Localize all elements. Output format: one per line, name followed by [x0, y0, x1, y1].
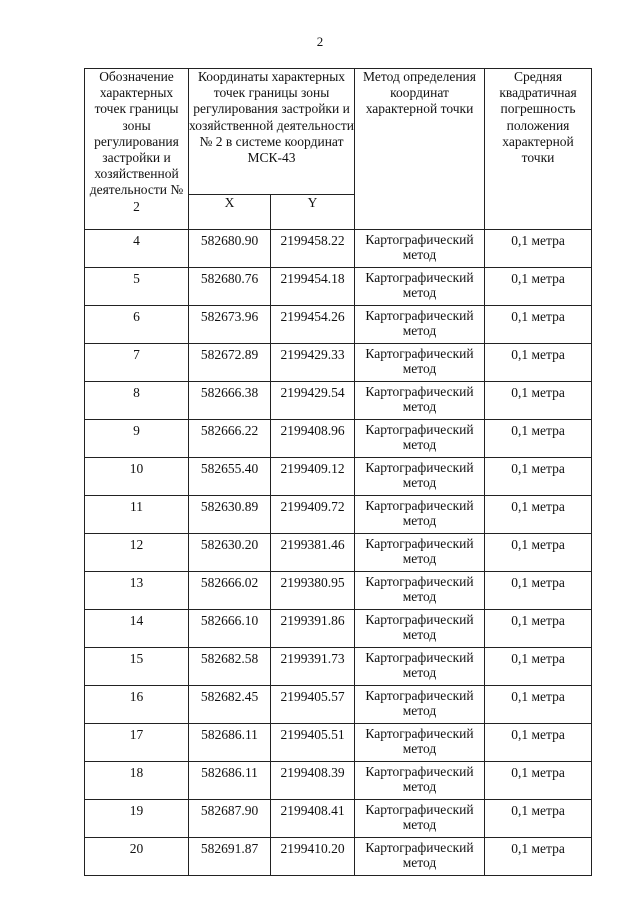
x-coordinate-cell: 582630.20 — [189, 534, 271, 572]
x-coordinate-cell: 582687.90 — [189, 800, 271, 838]
y-coordinate-cell: 2199405.57 — [271, 686, 355, 724]
x-coordinate-cell: 582686.11 — [189, 724, 271, 762]
method-cell: Картографический метод — [355, 344, 485, 382]
point-number-cell: 20 — [85, 838, 189, 876]
table-row — [85, 420, 592, 458]
point-number-cell: 14 — [85, 610, 189, 648]
y-coordinate-cell: 2199380.95 — [271, 572, 355, 610]
method-cell: Картографический метод — [355, 230, 485, 268]
header-coordinates: Координаты характерных точек границы зоны регулирования застройки и хозяйственной деятельности № 2 в системе координат МСК-43 — [189, 69, 355, 195]
error-cell: 0,1 метра — [485, 572, 592, 610]
error-cell: 0,1 метра — [485, 686, 592, 724]
table-row — [85, 306, 592, 344]
x-coordinate-cell: 582666.10 — [189, 610, 271, 648]
table-row — [85, 382, 592, 420]
x-coordinate-cell: 582666.02 — [189, 572, 271, 610]
table-row — [85, 686, 592, 724]
table-row — [85, 344, 592, 382]
error-cell: 0,1 метра — [485, 610, 592, 648]
header-x: X — [189, 195, 271, 230]
method-cell: Картографический метод — [355, 306, 485, 344]
table-row — [85, 268, 592, 306]
point-number-cell: 13 — [85, 572, 189, 610]
method-cell: Картографический метод — [355, 496, 485, 534]
point-number-cell: 18 — [85, 762, 189, 800]
y-coordinate-cell: 2199458.22 — [271, 230, 355, 268]
y-coordinate-cell: 2199409.72 — [271, 496, 355, 534]
error-cell: 0,1 метра — [485, 496, 592, 534]
point-number-cell: 15 — [85, 648, 189, 686]
error-cell: 0,1 метра — [485, 382, 592, 420]
x-coordinate-cell: 582666.22 — [189, 420, 271, 458]
error-cell: 0,1 метра — [485, 268, 592, 306]
y-coordinate-cell: 2199429.54 — [271, 382, 355, 420]
method-cell: Картографический метод — [355, 648, 485, 686]
x-coordinate-cell: 582680.76 — [189, 268, 271, 306]
method-cell: Картографический метод — [355, 420, 485, 458]
x-coordinate-cell: 582666.38 — [189, 382, 271, 420]
error-cell: 0,1 метра — [485, 458, 592, 496]
error-cell: 0,1 метра — [485, 838, 592, 876]
y-coordinate-cell: 2199454.18 — [271, 268, 355, 306]
method-cell: Картографический метод — [355, 762, 485, 800]
y-coordinate-cell: 2199408.39 — [271, 762, 355, 800]
header-method: Метод определения координат характерной точки — [355, 69, 485, 230]
table-row — [85, 648, 592, 686]
y-coordinate-cell: 2199409.12 — [271, 458, 355, 496]
table-row — [85, 724, 592, 762]
x-coordinate-cell: 582682.58 — [189, 648, 271, 686]
header-y: Y — [271, 195, 355, 230]
page-number: 2 — [316, 34, 324, 49]
header-error: Средняя квадратичная погрешность положения характерной точки — [485, 69, 592, 230]
x-coordinate-cell: 582630.89 — [189, 496, 271, 534]
header-designation: Обозначение характерных точек границы зоны регулирования застройки и хозяйственной деятельности № 2 — [85, 69, 189, 230]
table-row — [85, 610, 592, 648]
table-row — [85, 534, 592, 572]
x-coordinate-cell: 582673.96 — [189, 306, 271, 344]
point-number-cell: 12 — [85, 534, 189, 572]
point-number-cell: 9 — [85, 420, 189, 458]
x-coordinate-cell: 582680.90 — [189, 230, 271, 268]
table-row — [85, 838, 592, 876]
y-coordinate-cell: 2199410.20 — [271, 838, 355, 876]
error-cell: 0,1 метра — [485, 230, 592, 268]
y-coordinate-cell: 2199391.86 — [271, 610, 355, 648]
coordinates-table — [84, 68, 592, 876]
error-cell: 0,1 метра — [485, 762, 592, 800]
method-cell: Картографический метод — [355, 724, 485, 762]
method-cell: Картографический метод — [355, 800, 485, 838]
method-cell: Картографический метод — [355, 572, 485, 610]
error-cell: 0,1 метра — [485, 534, 592, 572]
method-cell: Картографический метод — [355, 458, 485, 496]
y-coordinate-cell: 2199381.46 — [271, 534, 355, 572]
x-coordinate-cell: 582686.11 — [189, 762, 271, 800]
point-number-cell: 19 — [85, 800, 189, 838]
error-cell: 0,1 метра — [485, 800, 592, 838]
point-number-cell: 8 — [85, 382, 189, 420]
point-number-cell: 6 — [85, 306, 189, 344]
error-cell: 0,1 метра — [485, 420, 592, 458]
table-header-row — [85, 69, 592, 195]
point-number-cell: 7 — [85, 344, 189, 382]
y-coordinate-cell: 2199454.26 — [271, 306, 355, 344]
method-cell: Картографический метод — [355, 268, 485, 306]
error-cell: 0,1 метра — [485, 724, 592, 762]
x-coordinate-cell: 582655.40 — [189, 458, 271, 496]
error-cell: 0,1 метра — [485, 648, 592, 686]
table-row — [85, 762, 592, 800]
y-coordinate-cell: 2199405.51 — [271, 724, 355, 762]
x-coordinate-cell: 582691.87 — [189, 838, 271, 876]
table-row — [85, 458, 592, 496]
point-number-cell: 4 — [85, 230, 189, 268]
point-number-cell: 5 — [85, 268, 189, 306]
method-cell: Картографический метод — [355, 838, 485, 876]
point-number-cell: 10 — [85, 458, 189, 496]
error-cell: 0,1 метра — [485, 306, 592, 344]
error-cell: 0,1 метра — [485, 344, 592, 382]
table-row — [85, 572, 592, 610]
method-cell: Картографический метод — [355, 534, 485, 572]
point-number-cell: 16 — [85, 686, 189, 724]
table-row — [85, 496, 592, 534]
table-body — [85, 230, 592, 876]
point-number-cell: 17 — [85, 724, 189, 762]
y-coordinate-cell: 2199391.73 — [271, 648, 355, 686]
x-coordinate-cell: 582672.89 — [189, 344, 271, 382]
x-coordinate-cell: 582682.45 — [189, 686, 271, 724]
y-coordinate-cell: 2199408.96 — [271, 420, 355, 458]
method-cell: Картографический метод — [355, 382, 485, 420]
y-coordinate-cell: 2199429.33 — [271, 344, 355, 382]
table-row — [85, 230, 592, 268]
method-cell: Картографический метод — [355, 686, 485, 724]
table-row — [85, 800, 592, 838]
point-number-cell: 11 — [85, 496, 189, 534]
y-coordinate-cell: 2199408.41 — [271, 800, 355, 838]
method-cell: Картографический метод — [355, 610, 485, 648]
